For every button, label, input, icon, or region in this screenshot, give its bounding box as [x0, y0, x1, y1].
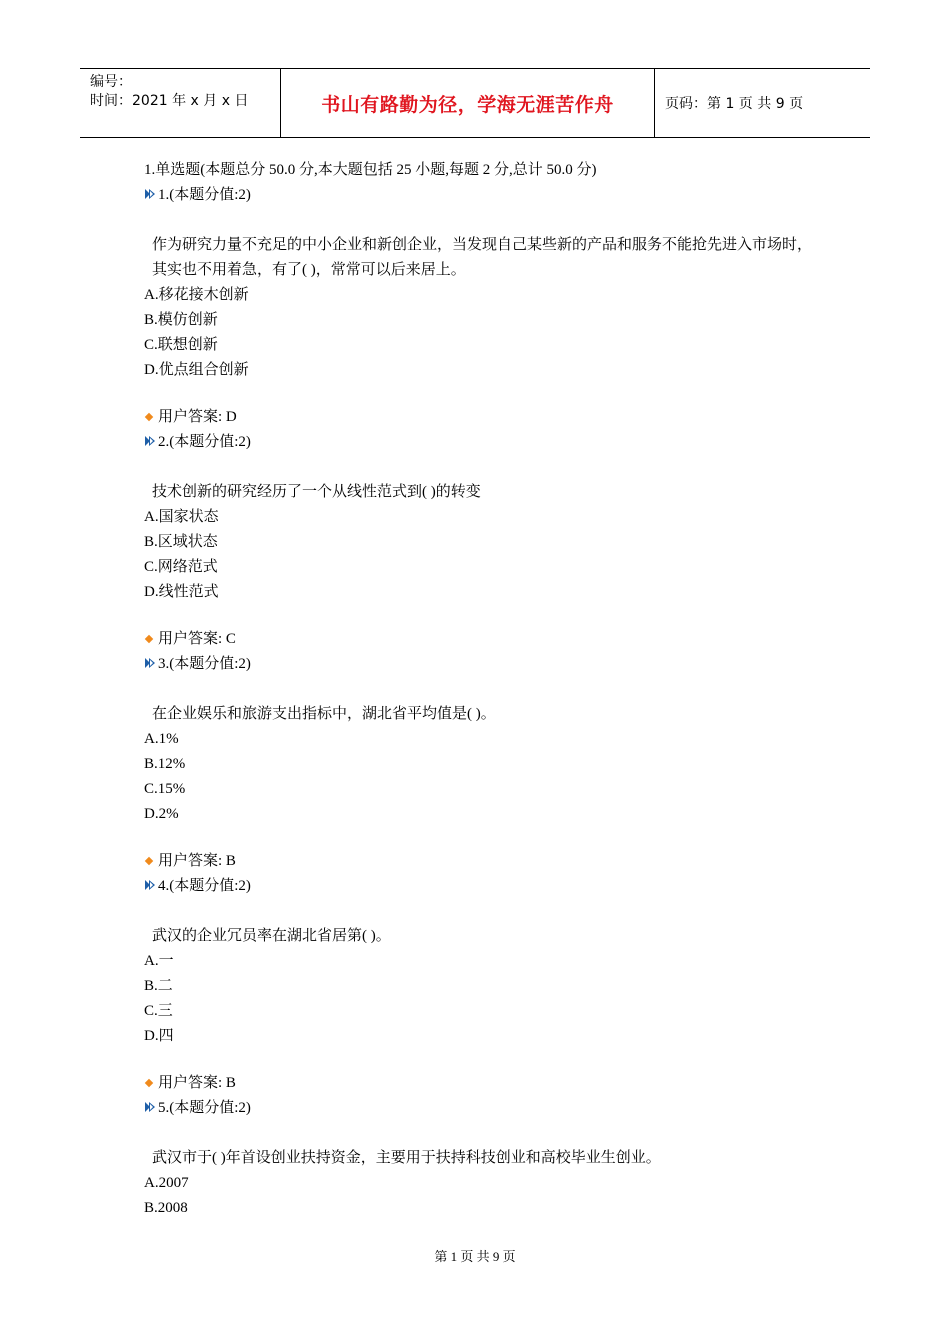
- user-answer: [144, 849, 824, 874]
- page-footer: 第 1 页 共 9 页: [434, 1249, 516, 1264]
- answer-option: A.一: [144, 953, 174, 969]
- header-meta: [80, 69, 281, 137]
- user-answer: [144, 627, 824, 652]
- answer-option: B.2008: [144, 1200, 188, 1216]
- user-answer-text: 用户答案: B: [158, 1075, 236, 1091]
- date-label: 时间：2021 年 x 月 x 日: [90, 93, 249, 109]
- double-arrow-icon: [144, 653, 156, 665]
- document-body: [144, 158, 824, 1221]
- question-text: 作为研究力量不充足的中小企业和新创企业，当发现自己某些新的产品和服务不能抢先进入市场时，其实也不用着急，有了( )，常常可以后来居上。: [152, 237, 813, 278]
- question-item: [144, 1096, 824, 1221]
- double-arrow-icon: [144, 431, 156, 443]
- answer-option: C.联想创新: [144, 337, 218, 353]
- question-item: [144, 652, 824, 874]
- answer-option: D.四: [144, 1028, 174, 1044]
- question-text: 武汉的企业冗员率在湖北省居第( )。: [152, 928, 391, 944]
- answer-option: A.国家状态: [144, 509, 219, 525]
- user-answer-text: 用户答案: C: [158, 631, 236, 647]
- question-label-text: 3.(本题分值:2): [158, 656, 251, 672]
- number-label: 编号：: [90, 74, 132, 90]
- answer-option: A.2007: [144, 1175, 189, 1191]
- user-answer: [144, 405, 824, 430]
- question-label: [144, 652, 824, 677]
- question-item: [144, 430, 824, 652]
- question-label: [144, 874, 824, 899]
- question-label-text: 4.(本题分值:2): [158, 878, 251, 894]
- double-arrow-icon: [144, 1097, 156, 1109]
- header-motto: 书山有路勤为径，学海无涯苦作舟: [281, 69, 655, 137]
- answer-option: C.三: [144, 1003, 173, 1019]
- answer-option: B.12%: [144, 756, 186, 772]
- diamond-bullet-icon: [145, 413, 153, 421]
- answer-option: A.1%: [144, 731, 179, 747]
- double-arrow-icon: [144, 875, 156, 887]
- page-header: [80, 68, 870, 138]
- diamond-bullet-icon: [145, 635, 153, 643]
- header-page-info: 页码：第 1 页 共 9 页: [665, 96, 804, 112]
- answer-option: D.优点组合创新: [144, 362, 249, 378]
- user-answer-text: 用户答案: B: [158, 853, 236, 869]
- question-label: [144, 1096, 824, 1121]
- question-label: [144, 183, 824, 208]
- diamond-bullet-icon: [145, 857, 153, 865]
- answer-option: D.线性范式: [144, 584, 219, 600]
- question-label-text: 2.(本题分值:2): [158, 434, 251, 450]
- question-item: [144, 874, 824, 1096]
- answer-option: B.二: [144, 978, 173, 994]
- question-text: 技术创新的研究经历了一个从线性范式到( )的转变: [152, 484, 481, 500]
- question-text: 在企业娱乐和旅游支出指标中，湖北省平均值是( )。: [152, 706, 496, 722]
- answer-option: C.15%: [144, 781, 186, 797]
- question-item: [144, 183, 824, 430]
- question-list: [144, 183, 824, 1221]
- user-answer-text: 用户答案: D: [158, 409, 237, 425]
- question-label: [144, 430, 824, 455]
- section-title: 1.单选题(本题总分 50.0 分,本大题包括 25 小题,每题 2 分,总计 50.0 分): [144, 162, 597, 178]
- user-answer: [144, 1071, 824, 1096]
- diamond-bullet-icon: [145, 1079, 153, 1087]
- answer-option: A.移花接木创新: [144, 287, 249, 303]
- question-label-text: 1.(本题分值:2): [158, 187, 251, 203]
- answer-option: B.区域状态: [144, 534, 218, 550]
- answer-option: C.网络范式: [144, 559, 218, 575]
- question-text: 武汉市于( )年首设创业扶持资金，主要用于扶持科技创业和高校毕业生创业。: [152, 1150, 661, 1166]
- answer-option: B.模仿创新: [144, 312, 218, 328]
- question-label-text: 5.(本题分值:2): [158, 1100, 251, 1116]
- double-arrow-icon: [144, 184, 156, 196]
- answer-option: D.2%: [144, 806, 179, 822]
